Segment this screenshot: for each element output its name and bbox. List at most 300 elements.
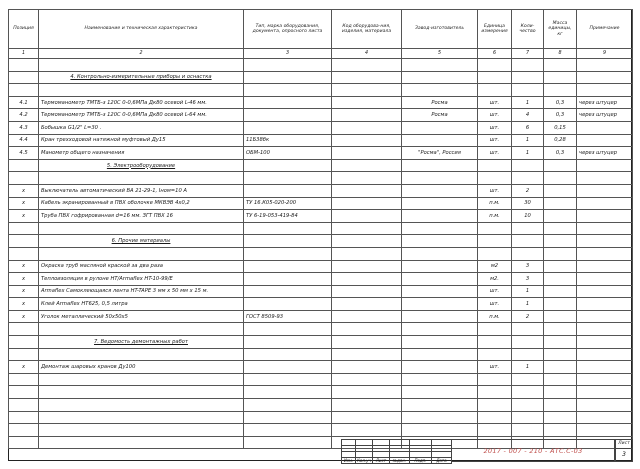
cell-name: Термоманометр ТМТБ-з 120С 0-0,6МПа Дк80 осевой L-46 мм. [39,96,244,109]
empty-cell [478,424,512,437]
cell-name: Кран трехходовой натяжной муфтовый Ду15 [39,134,244,147]
cell-type: ГОСТ 8509-93 [244,310,332,323]
cell-code [332,310,402,323]
revision-label: Подп. [410,458,432,464]
title-block [341,439,633,462]
table-row [9,210,633,223]
column-number: 2 [39,49,244,59]
table-row [9,273,633,286]
column-number-row [9,49,633,59]
cell-note [577,121,633,134]
cell-qty: 1 [512,96,544,109]
cell-unit: п.м. [478,197,512,210]
revision-label: Дата [432,458,452,464]
empty-cell [332,386,402,399]
empty-cell [9,159,39,172]
empty-cell [402,411,478,424]
specification-sheet [8,9,632,461]
empty-cell [9,71,39,84]
cell-note [577,134,633,147]
empty-cell [402,386,478,399]
cell-maker [402,210,478,223]
empty-cell [544,59,577,72]
cell-type [244,184,332,197]
table-row [9,298,633,311]
empty-cell [478,235,512,248]
sheet-number-box [615,439,633,462]
empty-cell [39,424,244,437]
empty-cell [244,373,332,386]
cell-name: Кабель экранированный в ПВХ оболочке МКВЭВ 4х0,2 [39,197,244,210]
empty-cell [332,323,402,336]
empty-cell [402,222,478,235]
empty-cell [512,373,544,386]
cell-type [244,121,332,134]
cell-type [244,361,332,374]
cell-mass: 0,15 [544,121,577,134]
header-maker: Завод-изготовитель [402,10,478,49]
empty-cell [402,159,478,172]
cell-code [332,273,402,286]
cell-code [332,260,402,273]
empty-cell [244,71,332,84]
empty-cell [478,172,512,185]
cell-unit: м2 [478,260,512,273]
empty-cell [577,336,633,349]
cell-mass [544,273,577,286]
empty-cell [544,222,577,235]
empty-cell [332,336,402,349]
empty-cell [402,71,478,84]
empty-cell [244,159,332,172]
revision-label: Кол.уч [357,457,371,463]
cell-qty: 1 [512,134,544,147]
cell-maker: "Росма", Россия [402,147,478,160]
header-name: Наименование и техническая характеристика [39,10,244,49]
cell-note [577,197,633,210]
empty-cell [478,373,512,386]
table-row [9,134,633,147]
empty-cell [512,386,544,399]
empty-cell [402,172,478,185]
empty-cell [9,59,39,72]
empty-cell [244,235,332,248]
cell-qty: 3 [512,260,544,273]
cell-pos: 4.1 [9,96,39,109]
cell-note: через штуцер [577,147,633,160]
empty-row [9,373,633,386]
cell-pos: х [9,210,39,223]
column-number: 6 [478,49,512,59]
empty-cell [244,424,332,437]
cell-pos: х [9,298,39,311]
empty-cell [244,323,332,336]
empty-cell [332,399,402,412]
section-title: 5. Электрооборудование [39,159,244,172]
cell-code [332,210,402,223]
empty-cell [544,336,577,349]
cell-code [332,147,402,160]
empty-cell [478,222,512,235]
empty-cell [478,323,512,336]
empty-cell [512,59,544,72]
section-title: 4. Контрольно-измерительные приборы и оснастка [39,71,244,84]
table-row [9,285,633,298]
table-row [9,310,633,323]
empty-cell [478,348,512,361]
cell-unit: м2. [478,273,512,286]
empty-cell [512,159,544,172]
empty-cell [402,373,478,386]
empty-cell [9,84,39,97]
empty-cell [577,399,633,412]
empty-cell [577,386,633,399]
empty-cell [544,386,577,399]
empty-cell [332,411,402,424]
empty-cell [39,222,244,235]
empty-cell [9,386,39,399]
table-row [9,121,633,134]
empty-cell [544,323,577,336]
empty-cell [402,59,478,72]
empty-cell [512,411,544,424]
empty-cell [577,411,633,424]
cell-mass [544,298,577,311]
header-unit: Единица измерения [478,10,512,49]
empty-cell [244,59,332,72]
header-type: Тип, марка оборудования, документа, опросного листа [244,10,332,49]
cell-unit: шт. [478,285,512,298]
section-heading-row [9,71,633,84]
cell-qty: 2 [512,310,544,323]
cell-code [332,96,402,109]
cell-note [577,361,633,374]
header-row [9,10,633,49]
empty-cell [9,373,39,386]
empty-cell [577,159,633,172]
specification-table [8,9,633,449]
empty-cell [544,348,577,361]
empty-cell [332,222,402,235]
cell-qty: 1 [512,285,544,298]
empty-cell [39,399,244,412]
revision-label: №док. [390,458,410,464]
empty-cell [512,323,544,336]
header-note: Примечание [577,10,633,49]
cell-note [577,285,633,298]
table-row [9,197,633,210]
empty-row [9,84,633,97]
empty-cell [577,59,633,72]
sheet-number: 3 [622,451,626,458]
header-quantity: Коли-чество [512,10,544,49]
cell-pos: х [9,310,39,323]
empty-cell [512,222,544,235]
cell-name: Armaflex Самоклеющаяся лента HT-TAPE 3 мм х 50 мм х 15 м. [39,285,244,298]
cell-unit: шт. [478,109,512,122]
empty-cell [332,172,402,185]
empty-cell [577,71,633,84]
cell-unit: шт. [478,121,512,134]
empty-cell [332,348,402,361]
cell-type [244,298,332,311]
empty-cell [39,247,244,260]
cell-maker: Росма [402,96,478,109]
cell-name: Окраска труб масляной краской за два раза [39,260,244,273]
cell-unit: шт. [478,147,512,160]
empty-cell [512,235,544,248]
table-row [9,184,633,197]
revision-label: Изм. [342,458,356,464]
empty-cell [402,399,478,412]
cell-qty: 10 [512,210,544,223]
empty-cell [244,386,332,399]
cell-type [244,109,332,122]
empty-cell [39,59,244,72]
empty-cell [402,348,478,361]
empty-cell [244,411,332,424]
empty-cell [39,436,244,449]
cell-note [577,273,633,286]
cell-pos: х [9,260,39,273]
empty-cell [9,247,39,260]
empty-cell [9,436,39,449]
empty-cell [478,71,512,84]
cell-note [577,210,633,223]
empty-cell [402,235,478,248]
cell-mass [544,285,577,298]
empty-cell [512,336,544,349]
empty-cell [402,323,478,336]
cell-code [332,109,402,122]
empty-cell [478,159,512,172]
empty-cell [39,411,244,424]
cell-type: ТУ 16.К05-020-200 [244,197,332,210]
cell-pos: х [9,361,39,374]
empty-cell [577,247,633,260]
empty-cell [402,336,478,349]
cell-type [244,273,332,286]
cell-code [332,197,402,210]
cell-unit: шт. [478,134,512,147]
cell-pos: 4.3 [9,121,39,134]
cell-mass [544,361,577,374]
cell-type [244,285,332,298]
empty-cell [512,399,544,412]
empty-cell [544,235,577,248]
revision-label: Лист [373,458,390,464]
header-position: Позиция [9,10,39,49]
empty-cell [9,348,39,361]
empty-cell [577,424,633,437]
empty-cell [9,424,39,437]
empty-row [9,172,633,185]
column-number: 9 [577,49,633,59]
empty-cell [244,172,332,185]
table-row [9,260,633,273]
empty-cell [577,84,633,97]
sheet-label: Лист [618,441,630,446]
section-title: 7. Ведомость демонтажных работ [39,336,244,349]
cell-mass [544,310,577,323]
empty-cell [244,336,332,349]
cell-mass: 0,28 [544,134,577,147]
cell-pos: х [9,197,39,210]
cell-note [577,184,633,197]
cell-qty: 30 [512,197,544,210]
column-number: 8 [544,49,577,59]
empty-cell [332,71,402,84]
empty-cell [244,436,332,449]
cell-name: Манометр общего назначения [39,147,244,160]
column-number: 5 [402,49,478,59]
empty-cell [512,424,544,437]
empty-cell [39,84,244,97]
empty-cell [332,159,402,172]
cell-maker: Росма [402,109,478,122]
cell-unit: шт. [478,298,512,311]
empty-cell [512,172,544,185]
empty-cell [244,84,332,97]
empty-cell [544,399,577,412]
table-row [9,109,633,122]
cell-maker [402,361,478,374]
empty-cell [9,235,39,248]
cell-name: Выключатель автоматический ВА 21-29-1, Іном=10 А [39,184,244,197]
cell-name: Труба ПВХ гофрированная d=16 мм. ЗГТ ПВХ 16 [39,210,244,223]
revision-labels-row [342,458,452,464]
empty-cell [9,336,39,349]
empty-cell [332,247,402,260]
empty-cell [512,348,544,361]
cell-qty: 1 [512,361,544,374]
empty-cell [577,373,633,386]
cell-maker [402,310,478,323]
empty-cell [402,84,478,97]
empty-cell [577,222,633,235]
empty-cell [478,59,512,72]
empty-cell [9,399,39,412]
cell-mass [544,184,577,197]
cell-type [244,96,332,109]
cell-unit: п.м. [478,310,512,323]
document-code: 2017 - 007 - 210 - АТС.С-03 [451,439,615,462]
table-row [9,147,633,160]
empty-row [9,247,633,260]
empty-cell [402,247,478,260]
cell-name: Уголок металлический 50х50х5 [39,310,244,323]
cell-type: ОБМ-100 [244,147,332,160]
empty-row [9,424,633,437]
section-heading-row [9,159,633,172]
empty-cell [9,222,39,235]
cell-mass: 0,3 [544,109,577,122]
cell-type [244,260,332,273]
cell-unit: п.м. [478,210,512,223]
empty-row [9,386,633,399]
empty-cell [544,71,577,84]
cell-code [332,121,402,134]
cell-pos: х [9,285,39,298]
empty-row [9,222,633,235]
empty-cell [512,247,544,260]
column-number: 3 [244,49,332,59]
empty-cell [478,399,512,412]
empty-cell [544,411,577,424]
table-row [9,361,633,374]
empty-cell [244,399,332,412]
empty-cell [577,235,633,248]
cell-code [332,361,402,374]
cell-maker [402,298,478,311]
cell-code [332,285,402,298]
empty-cell [39,172,244,185]
empty-cell [512,71,544,84]
cell-note [577,260,633,273]
empty-cell [544,172,577,185]
cell-mass [544,260,577,273]
cell-maker [402,260,478,273]
cell-pos: х [9,273,39,286]
empty-cell [332,84,402,97]
cell-maker [402,285,478,298]
empty-cell [478,411,512,424]
empty-cell [512,84,544,97]
empty-cell [332,235,402,248]
empty-cell [577,323,633,336]
column-number: 7 [512,49,544,59]
empty-cell [39,348,244,361]
cell-note: через штуцер [577,96,633,109]
cell-code [332,298,402,311]
cell-qty: 2 [512,184,544,197]
cell-type: 11Б38бк [244,134,332,147]
empty-cell [478,247,512,260]
empty-cell [9,172,39,185]
cell-qty: 6 [512,121,544,134]
cell-maker [402,134,478,147]
empty-row [9,399,633,412]
empty-cell [402,424,478,437]
section-heading-row [9,235,633,248]
cell-qty: 1 [512,147,544,160]
empty-cell [544,373,577,386]
revision-grid [341,439,452,464]
column-number: 1 [9,49,39,59]
empty-cell [544,424,577,437]
empty-cell [332,424,402,437]
cell-qty: 3 [512,273,544,286]
cell-name: Термоманометр ТМТБ-з 120С 0-0,6МПа Дк80 осевой L-64 мм. [39,109,244,122]
section-title: 6. Прочие материалы [39,235,244,248]
empty-row [9,323,633,336]
table-row [9,96,633,109]
cell-qty: 1 [512,298,544,311]
cell-name: Бобышка G1/2" L=30 . [39,121,244,134]
empty-cell [39,323,244,336]
cell-unit: шт. [478,184,512,197]
empty-cell [478,84,512,97]
cell-maker [402,184,478,197]
empty-cell [478,386,512,399]
empty-row [9,411,633,424]
cell-note [577,310,633,323]
empty-cell [244,348,332,361]
empty-cell [9,323,39,336]
empty-cell [39,386,244,399]
empty-cell [332,59,402,72]
empty-cell [478,336,512,349]
